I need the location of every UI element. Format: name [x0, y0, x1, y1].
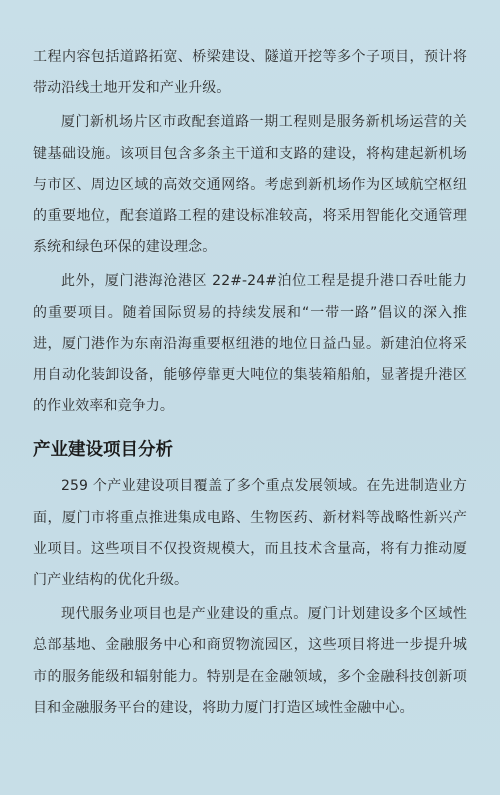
paragraph-haicang-port-berths: 此外，厦门港海沧港区 22#-24#泊位工程是提升港口吞吐能力的重要项目。随着国际贸易的持续发展和“一带一路”倡议的深入推进，厦门港作为东南沿海重要枢纽港的地位日益凸显。新建泊位将采用自动化装卸设备，能够停靠更大吨位的集装箱船舶，显著提升港区的作业效率和竞争力。 — [33, 273, 467, 415]
section-title-industry-projects: 产业建设项目分析 — [33, 440, 173, 461]
paragraph-road-projects-continued: 工程内容包括道路拓宽、桥梁建设、隧道开挖等多个子项目，预计将带动沿线土地开发和产业升级。 — [33, 49, 467, 97]
paragraph-modern-services: 现代服务业项目也是产业建设的重点。厦门计划建设多个区域性总部基地、金融服务中心和商贸物流园区，这些项目将进一步提升城市的服务能级和辐射能力。特别是在金融领域，多个金融科技创新项目和金融服务平台的建设，将助力厦门打造区域性金融中心。 — [33, 606, 467, 716]
paragraph-advanced-manufacturing: 259 个产业建设项目覆盖了多个重点发展领域。在先进制造业方面，厦门市将重点推进集成电路、生物医药、新材料等战略性新兴产业项目。这些项目不仅投资规模大，而且技术含量高，将有力推动厦门产业结构的优化升级。 — [33, 478, 467, 589]
paragraph-new-airport-roads: 厦门新机场片区市政配套道路一期工程则是服务新机场运营的关键基础设施。该项目包含多条主干道和支路的建设，将构建起新机场与市区、周边区域的高效交通网络。考虑到新机场作为区域航空枢纽的重要地位，配套道路工程的建设标准较高，将采用智能化交通管理系统和绿色环保的建设理念。 — [33, 114, 467, 256]
